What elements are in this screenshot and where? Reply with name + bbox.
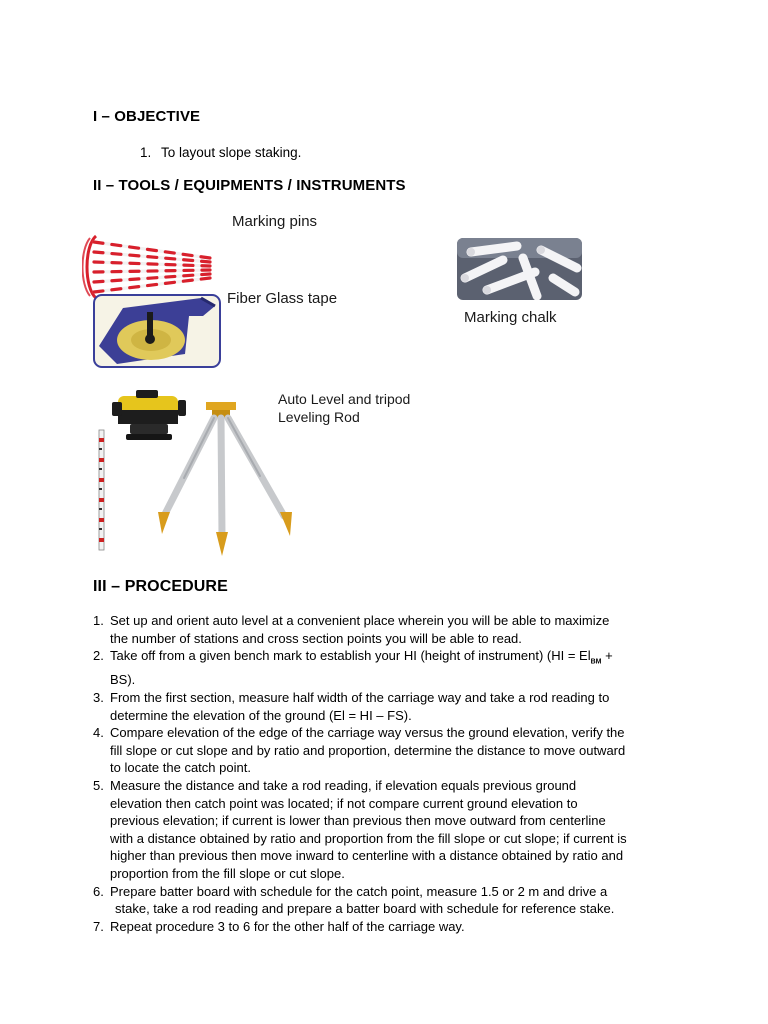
step-text: Measure the distance and take a rod reading, if elevation equals previous ground [110,777,577,793]
procedure-steps [93,612,693,935]
step-text: the number of stations and cross section points you will be able to read. [110,630,522,646]
fiber-glass-tape-label: Fiber Glass tape [227,290,338,307]
step-text: Set up and orient auto level at a convenient place wherein you will be able to maximize [110,613,610,628]
step-text: determine the elevation of the ground (El = HI – FS). [110,707,412,723]
leveling-rod-label: Leveling Rod [278,409,360,425]
marking-pins-label: Marking pins [232,213,318,230]
procedure-heading: III – PROCEDURE [93,578,228,595]
step-number: 6. [93,883,104,899]
procedure-step [93,647,693,689]
step-text: From the first section, measure half width of the carriage way and take a rod reading to [110,689,610,705]
step-number: 1. [93,613,104,628]
objective-heading: I – OBJECTIVE [93,108,201,125]
step-text: Prepare batter board with schedule for the catch point, measure 1.5 or 2 m and drive a [110,883,608,899]
step-text: with a distance obtained by ratio and proportion from the fill slope or cut slope; if current is [110,830,627,846]
step-text: stake, take a rod reading and prepare a batter board with schedule for reference stake. [115,901,615,917]
step-text: proportion from the fill slope or cut slope. [110,865,345,881]
procedure-step [93,724,693,777]
marking-pins-image [82,232,214,302]
step-text-part: Take off from a given bench mark to establish your HI (height of instrument) (HI = El [110,648,591,664]
auto-level-label: Auto Level and tripod [278,391,411,407]
step-number: 4. [93,725,104,741]
step-text: BS). [110,672,136,688]
auto-level-tripod-image [96,376,301,558]
step-text: higher than previous then move inward to centerline with a distance obtained by ratio and [110,848,624,864]
subscript-bm: BM [590,658,602,666]
step-text: fill slope or cut slope and by ratio and proportion, determine the distance to move outward [110,742,626,758]
step-text: previous elevation; if current is lower than previous then move outward from centerline [110,813,606,829]
marking-chalk-image [457,238,582,300]
step-number: 3. [93,689,104,705]
procedure-step [93,918,693,936]
step-text: elevation then catch point was located; if not compare current ground elevation to [110,795,578,811]
step-text-part: + [601,648,613,664]
step-number: 2. [93,648,104,664]
tools-heading: II – TOOLS / EQUIPMENTS / INSTRUMENTS [93,177,406,194]
procedure-step [93,612,693,647]
step-text: Repeat procedure 3 to 6 for the other half of the carriage way. [110,918,465,934]
objective-item [140,144,301,162]
objective-item-number: 1. [140,145,152,160]
step-text: Compare elevation of the edge of the carriage way versus the ground elevation, verify the [110,725,625,741]
step-text: to locate the catch point. [110,760,251,776]
step-number: 7. [93,918,104,934]
procedure-step [93,883,693,918]
fiber-glass-tape-image [93,294,221,368]
procedure-step [93,689,693,724]
procedure-step [93,777,693,883]
marking-chalk-label: Marking chalk [464,309,557,326]
step-text [93,647,693,671]
step-number: 5. [93,777,104,793]
objective-item-text: To layout slope staking. [161,145,302,160]
